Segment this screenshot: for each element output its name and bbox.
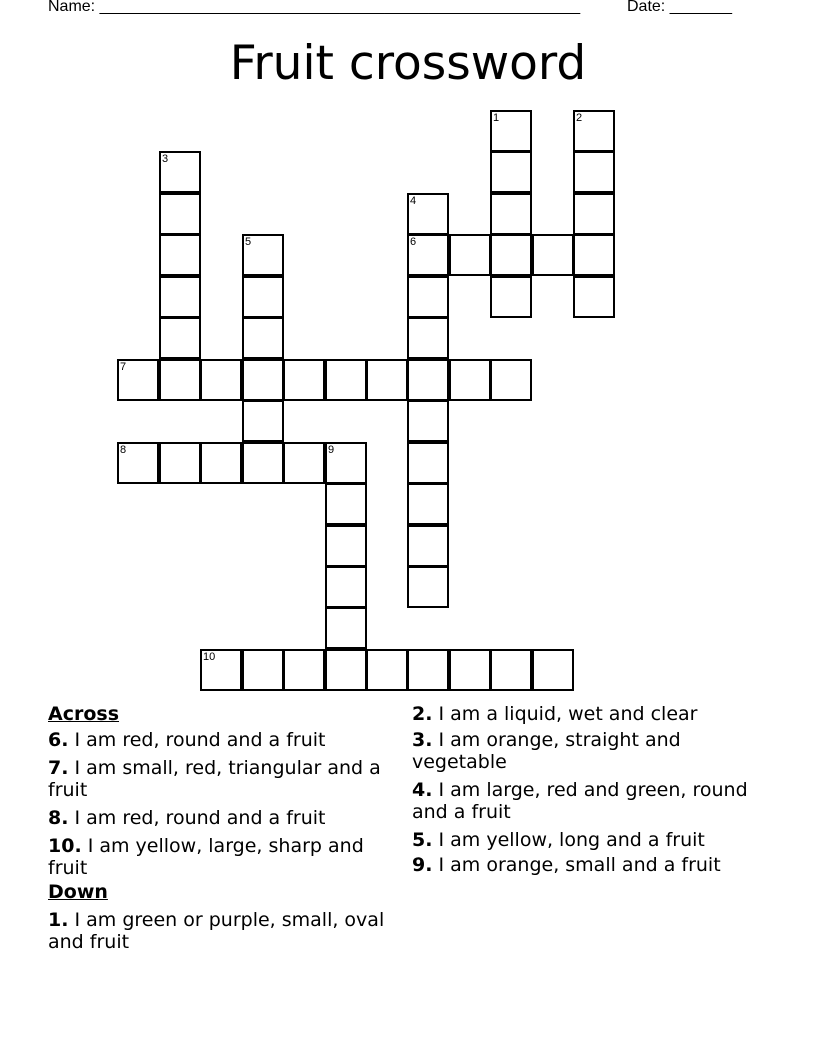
grid-cell[interactable]: [117, 442, 159, 484]
grid-cell[interactable]: [449, 359, 491, 401]
down-clue-5: [412, 829, 752, 851]
grid-cell[interactable]: [242, 649, 284, 691]
clue-number-label: 7.: [48, 757, 69, 779]
across-heading: Across: [48, 703, 120, 725]
grid-cell[interactable]: [159, 276, 201, 318]
grid-cell[interactable]: [325, 525, 367, 567]
grid-cell[interactable]: [242, 276, 284, 318]
down-clue-2: [412, 703, 752, 725]
clues-column-left: [48, 703, 398, 959]
clue-number-label: 4.: [412, 779, 433, 801]
grid-cell[interactable]: [159, 193, 201, 235]
grid-cell[interactable]: [407, 234, 449, 276]
grid-cell[interactable]: [242, 359, 284, 401]
down-clue-9: [412, 854, 752, 876]
clue-text: I am green or purple, small, oval and fruit: [48, 909, 385, 953]
clue-number: 2: [576, 112, 583, 124]
grid-cell[interactable]: [159, 317, 201, 359]
clue-number-label: 5.: [412, 829, 433, 851]
clue-text: I am orange, straight and vegetable: [412, 729, 681, 773]
name-field-label: Name: ______________________________________________________: [48, 0, 581, 15]
grid-cell[interactable]: [407, 483, 449, 525]
grid-cell[interactable]: [283, 649, 325, 691]
down-clue-4: [412, 779, 752, 823]
grid-cell[interactable]: [532, 234, 574, 276]
grid-cell[interactable]: [490, 193, 532, 235]
grid-cell[interactable]: [532, 649, 574, 691]
clue-number: 10: [203, 651, 216, 663]
grid-cell[interactable]: [242, 234, 284, 276]
across-clue-10: [48, 835, 398, 879]
across-clue-6: [48, 729, 398, 751]
down-clue-3: [412, 729, 752, 773]
grid-cell[interactable]: [159, 151, 201, 193]
grid-cell[interactable]: [573, 193, 615, 235]
across-clue-7: [48, 757, 398, 801]
grid-cell[interactable]: [490, 276, 532, 318]
clue-number-label: 6.: [48, 729, 69, 751]
grid-cell[interactable]: [283, 442, 325, 484]
grid-cell[interactable]: [407, 317, 449, 359]
clue-number-label: 10.: [48, 835, 82, 857]
grid-cell[interactable]: [573, 151, 615, 193]
grid-cell[interactable]: [573, 110, 615, 152]
down-heading: Down: [48, 881, 108, 903]
clue-number: 3: [162, 153, 169, 165]
clue-number: 5: [245, 236, 252, 248]
clue-text: I am yellow, long and a fruit: [432, 829, 705, 851]
grid-cell[interactable]: [200, 359, 242, 401]
grid-cell[interactable]: [407, 525, 449, 567]
grid-cell[interactable]: [490, 234, 532, 276]
grid-cell[interactable]: [159, 234, 201, 276]
clue-number: 6: [410, 236, 417, 248]
grid-cell[interactable]: [325, 649, 367, 691]
clue-number: 9: [328, 444, 335, 456]
clue-number: 4: [410, 195, 417, 207]
grid-cell[interactable]: [325, 483, 367, 525]
down-clue-1: [48, 909, 398, 953]
grid-cell[interactable]: [325, 359, 367, 401]
grid-cell[interactable]: [573, 276, 615, 318]
grid-cell[interactable]: [490, 151, 532, 193]
across-clue-8: [48, 807, 398, 829]
grid-cell[interactable]: [407, 442, 449, 484]
grid-cell[interactable]: [407, 566, 449, 608]
grid-cell[interactable]: [573, 234, 615, 276]
grid-cell[interactable]: [490, 649, 532, 691]
clue-number: 1: [493, 112, 500, 124]
grid-cell[interactable]: [200, 442, 242, 484]
clue-number-label: 3.: [412, 729, 433, 751]
clue-text: I am small, red, triangular and a fruit: [48, 757, 381, 801]
grid-cell[interactable]: [117, 359, 159, 401]
grid-cell[interactable]: [490, 359, 532, 401]
grid-cell[interactable]: [283, 359, 325, 401]
grid-cell[interactable]: [449, 649, 491, 691]
clue-text: I am yellow, large, sharp and fruit: [48, 835, 364, 879]
clue-number-label: 8.: [48, 807, 69, 829]
clue-number: 7: [120, 361, 127, 373]
clue-number-label: 1.: [48, 909, 69, 931]
grid-cell[interactable]: [407, 276, 449, 318]
grid-cell[interactable]: [366, 359, 408, 401]
grid-cell[interactable]: [325, 566, 367, 608]
grid-cell[interactable]: [407, 400, 449, 442]
clue-number: 8: [120, 444, 127, 456]
grid-cell[interactable]: [325, 607, 367, 649]
clues-column-right: [412, 703, 752, 882]
clue-number-label: 9.: [412, 854, 433, 876]
grid-cell[interactable]: [242, 442, 284, 484]
clue-text: I am orange, small and a fruit: [432, 854, 721, 876]
clue-text: I am red, round and a fruit: [68, 807, 326, 829]
grid-cell[interactable]: [242, 400, 284, 442]
clue-text: I am red, round and a fruit: [68, 729, 326, 751]
grid-cell[interactable]: [407, 193, 449, 235]
clue-text: I am large, red and green, round and a fruit: [412, 779, 748, 823]
grid-cell[interactable]: [490, 110, 532, 152]
grid-cell[interactable]: [366, 649, 408, 691]
clue-text: I am a liquid, wet and clear: [432, 703, 698, 725]
page-title: Fruit crossword: [229, 36, 587, 91]
grid-cell[interactable]: [200, 649, 242, 691]
grid-cell[interactable]: [159, 359, 201, 401]
grid-cell[interactable]: [407, 359, 449, 401]
grid-cell[interactable]: [159, 442, 201, 484]
grid-cell[interactable]: [407, 649, 449, 691]
grid-cell[interactable]: [325, 442, 367, 484]
clue-number-label: 2.: [412, 703, 433, 725]
grid-cell[interactable]: [242, 317, 284, 359]
date-field-label: Date: _______: [627, 0, 732, 15]
grid-cell[interactable]: [449, 234, 491, 276]
